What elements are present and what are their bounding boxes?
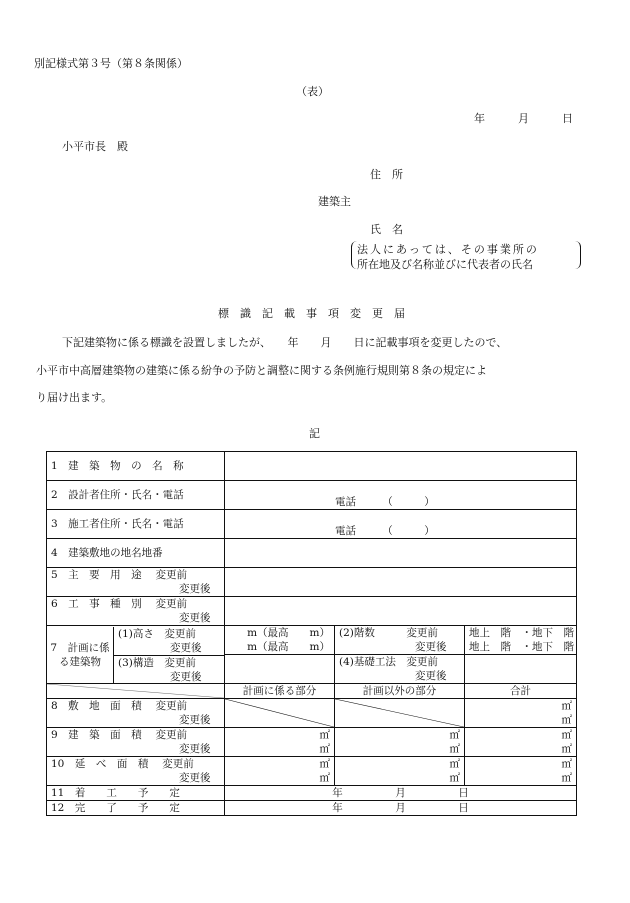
row7-label: 7 計画に係る建築物 <box>47 627 114 683</box>
form-table <box>46 451 577 816</box>
address-label: 住 所 <box>370 168 403 181</box>
work-type-field[interactable] <box>225 597 577 626</box>
body-line3: り届け出ます。 <box>36 391 113 404</box>
addressee: 小平市長 殿 <box>62 140 128 153</box>
body-line1: 下記建築物に係る標識を設置しましたが、 年 月 日に記載事項を変更したので、 <box>62 336 508 349</box>
constructor-field[interactable] <box>225 510 577 539</box>
row6-label: 6 工 事 種 別 変更前 変更後 <box>47 597 225 626</box>
ki-heading: 記 <box>309 427 320 440</box>
building-area-other[interactable]: ㎡ ㎡ <box>335 728 465 757</box>
building-area-plan[interactable]: ㎡ ㎡ <box>225 728 335 757</box>
row1-label: 1 建 築 物 の 名 称 <box>47 452 225 481</box>
document-title: 標 識 記 載 事 項 変 更 届 <box>218 307 405 320</box>
row2-label: 2 設計者住所・氏名・電話 <box>47 481 225 510</box>
corp-note-line2: 所在地及び名称並びに代表者の氏名 <box>357 258 533 271</box>
col-other-header: 計画以外の部分 <box>335 684 465 699</box>
name-label: 氏 名 <box>370 223 403 236</box>
row10-label: 10 延 べ 面 積 変更前 変更後 <box>47 757 225 786</box>
side-label: （表） <box>296 85 329 98</box>
row5-label: 5 主 要 用 途 変更前 変更後 <box>47 568 225 597</box>
date-line: 年 月 日 <box>474 112 573 125</box>
form-id: 別記様式第３号（第８条関係） <box>34 57 188 70</box>
row7-block: 7 計画に係る建築物 (1)高さ 変更前 変更後 (3)構造 変更前 変更後 <box>47 626 225 684</box>
building-area-total[interactable]: ㎡ ㎡ <box>465 728 577 757</box>
row8-label: 8 敷 地 面 積 変更前 変更後 <box>47 699 225 728</box>
floor-area-other[interactable]: ㎡ ㎡ <box>335 757 465 786</box>
foundation-label: (4)基礎工法 変更前 変更後 <box>335 655 465 684</box>
floor-area-total[interactable]: ㎡ ㎡ <box>465 757 577 786</box>
floors-label: (2)階数 変更前 変更後 <box>335 626 465 655</box>
body-line2: 小平市中高層建築物の建築に係る紛争の予防と調整に関する条例施行規則第８条の規定によ <box>36 364 487 377</box>
site-address-field[interactable] <box>225 539 577 568</box>
header-diagonal <box>47 684 225 699</box>
site-area-total[interactable]: ㎡ ㎡ <box>465 699 577 728</box>
start-date-field[interactable]: 年 月 日 <box>225 786 577 801</box>
foundation-field[interactable] <box>465 655 577 684</box>
row11-label: 11 着 工 予 定 <box>47 786 225 801</box>
phone-label: 電話 （ ） <box>335 496 435 508</box>
structure-field[interactable] <box>225 655 335 684</box>
row4-label: 4 建築敷地の地名地番 <box>47 539 225 568</box>
main-use-field[interactable] <box>225 568 577 597</box>
designer-field[interactable] <box>225 481 577 510</box>
col-total-header: 合計 <box>465 684 577 699</box>
col-plan-header: 計画に係る部分 <box>225 684 335 699</box>
completion-date-field[interactable]: 年 月 日 <box>225 801 577 816</box>
floor-area-plan[interactable]: ㎡ ㎡ <box>225 757 335 786</box>
building-name-field[interactable] <box>225 452 577 481</box>
row9-label: 9 建 築 面 積 変更前 変更後 <box>47 728 225 757</box>
row12-label: 12 完 了 予 定 <box>47 801 225 816</box>
site-area-other-na <box>335 699 465 728</box>
floors-values[interactable]: 地上 階 ・地下 階 地上 階 ・地下 階 <box>465 626 577 655</box>
row3-label: 3 施工者住所・氏名・電話 <box>47 510 225 539</box>
role-label: 建築主 <box>318 195 351 208</box>
corp-note-line1: 法人にあっては、その事業所の <box>357 243 539 256</box>
phone-label: 電話 （ ） <box>335 525 435 537</box>
site-area-plan-na <box>225 699 335 728</box>
height-values[interactable]: m（最高 m） m（最高 m） <box>225 626 335 655</box>
